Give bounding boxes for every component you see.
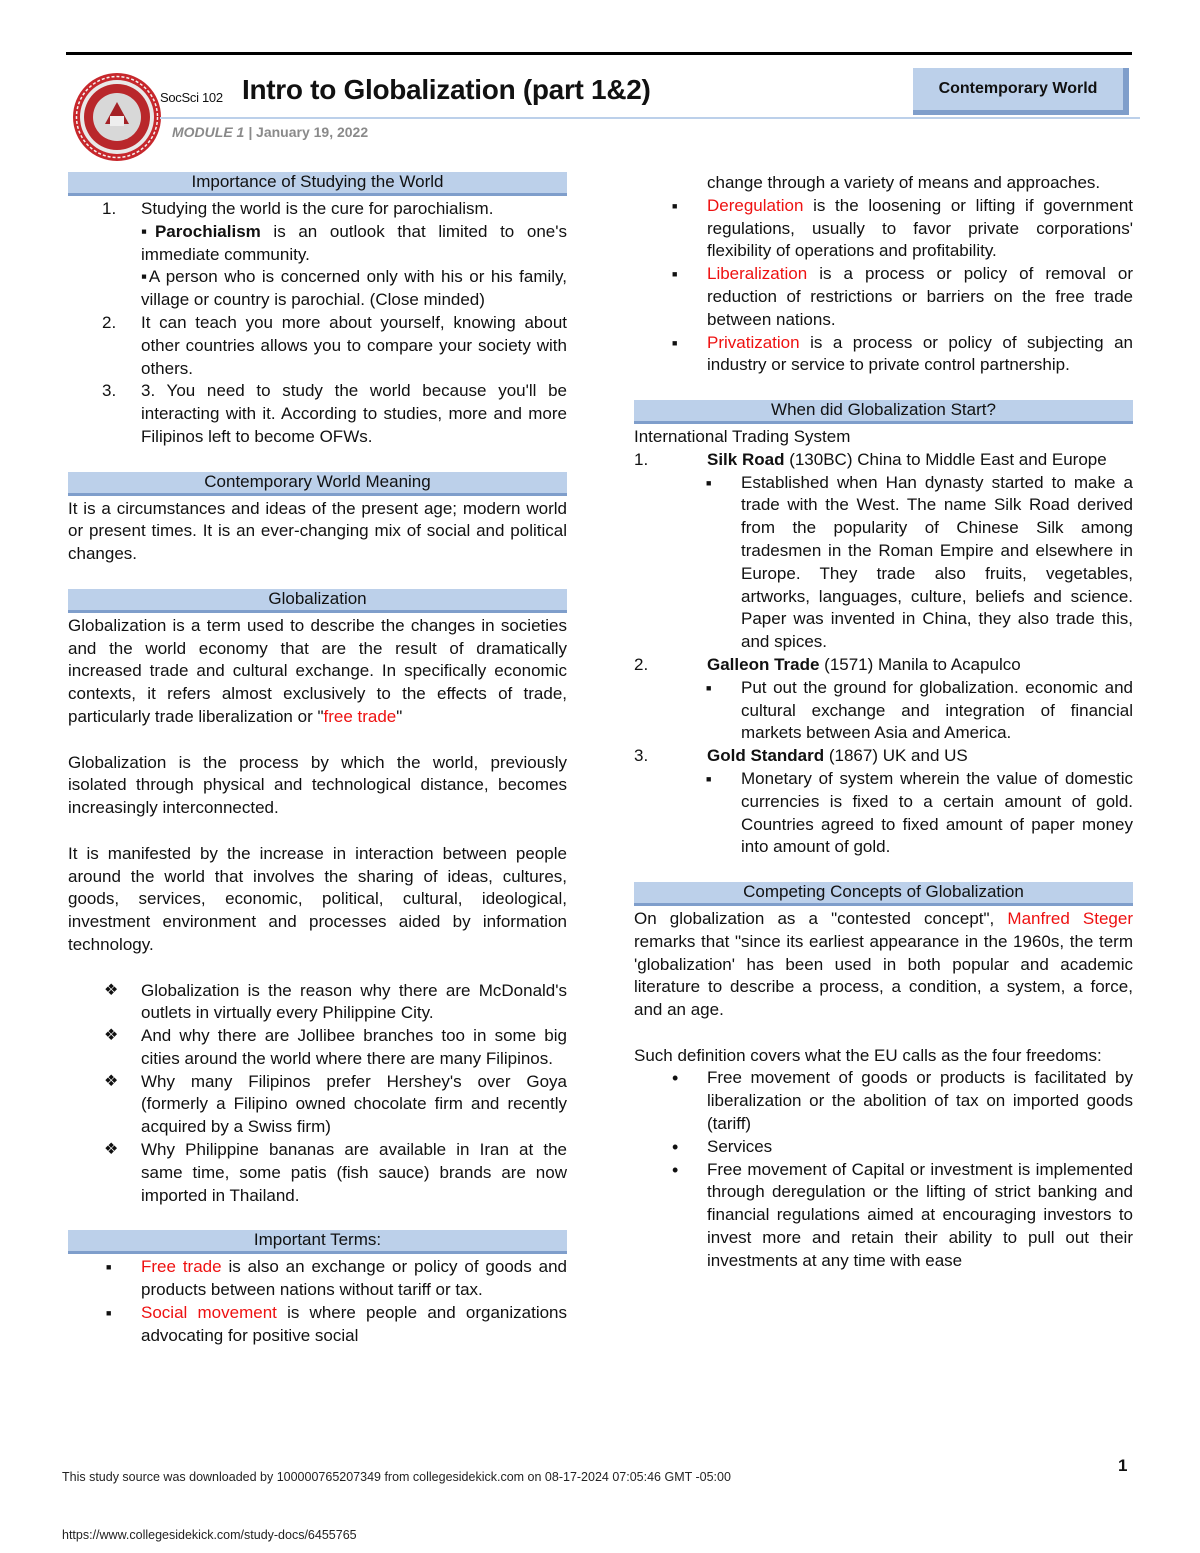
spacer <box>68 729 567 752</box>
list-text: Put out the ground for globalization. economic and cultural exchange and integration of financial markets between Asia and America. <box>741 677 1133 743</box>
list-text: is also an exchange or policy of goods and products between nations without tariff or tax. <box>141 1257 567 1300</box>
top-rule <box>66 52 1132 55</box>
event-meta: (130BC) China to Middle East and Europe <box>784 449 1107 469</box>
list-text: ▪A person who is concerned only with his or his family, village or country is parochial. (Close minded) <box>141 267 567 310</box>
timeline-event <box>634 449 1133 472</box>
spacer <box>68 449 567 472</box>
spacer <box>634 859 1133 882</box>
list-text: Studying the world is the cure for parochialism. <box>141 199 494 218</box>
spacer <box>634 1022 1133 1045</box>
list-item <box>68 1071 567 1139</box>
square-bullet-icon: ■ <box>672 200 678 211</box>
list-text: Services <box>707 1136 773 1156</box>
download-source-note: This study source was downloaded by 100000765207349 from collegesidekick.com on 08-17-2024 07:05:46 GMT -05:00 <box>62 1470 731 1484</box>
highlighted-term: Free trade <box>141 1257 222 1277</box>
highlighted-term: free trade <box>323 706 397 726</box>
spacer <box>68 820 567 843</box>
list-item <box>68 1302 567 1348</box>
paragraph: It is manifested by the increase in interaction between people around the world that involves the sharing of ideas, cultures, goods, services, economic, political, cultural, ideological, investment environment and processes aided by information technology. <box>68 843 567 954</box>
timeline-event <box>634 745 1133 768</box>
highlighted-term: Deregulation <box>707 195 804 215</box>
list-text: Why many Filipinos prefer Hershey's over Goya (formerly a Filipino owned chocolate firm and recently acquired by a Swiss firm) <box>141 1071 567 1137</box>
course-code: SocSci 102 <box>160 90 223 105</box>
list-item <box>68 198 567 312</box>
list-number: 3. <box>634 746 649 766</box>
list-text: It can teach you more about yourself, knowing about other countries allows you to compare your society with others. <box>141 312 567 378</box>
highlighted-term: Social movement <box>141 1302 277 1322</box>
list-text: 3. You need to study the world because you'll be interacting with it. According to studies, more and more Filipinos left to become OFWs. <box>141 381 567 446</box>
module-label: MODULE 1 <box>172 124 245 140</box>
list-text: Free movement of goods or products is facilitated by liberalization or the abolition of tax on imported goods (tariff) <box>707 1068 1133 1134</box>
page-title: Intro to Globalization (part 1&2) <box>242 74 651 105</box>
college-seal-logo <box>72 72 162 162</box>
event-name: Gold Standard <box>707 746 825 766</box>
square-bullet-icon: ■ <box>706 477 712 488</box>
diamond-bullet-icon: ❖ <box>104 1027 119 1045</box>
highlighted-term: Manfred Steger <box>1007 908 1133 928</box>
list-item <box>634 1067 1133 1135</box>
list-number: 2. <box>102 312 117 332</box>
list-item <box>634 768 1133 859</box>
list-text: Globalization is the reason why there are McDonald's outlets in virtually every Philippine City. <box>141 980 567 1023</box>
square-bullet-icon: ■ <box>106 1262 112 1273</box>
square-bullet-icon: ■ <box>706 682 712 693</box>
paragraph: Globalization is the process by which the world, previously isolated through physical and technological distance, becomes increasingly interconnected. <box>68 752 567 818</box>
section-heading: Globalization <box>68 589 567 613</box>
right-column <box>634 172 1133 1273</box>
left-column <box>68 172 567 1347</box>
section-heading: Competing Concepts of Globalization <box>634 882 1133 906</box>
section-heading: When did Globalization Start? <box>634 400 1133 424</box>
list-number: 1. <box>102 199 117 218</box>
list-item <box>68 1025 567 1071</box>
freedoms-list <box>634 1067 1133 1272</box>
list-text: is the loosening or lifting if government regulations, usually to favor private corporations' flexibility of operations and profitability. <box>707 195 1133 261</box>
list-number: 3. <box>102 381 117 401</box>
list-number: 1. <box>634 449 649 469</box>
continued-text: change through a variety of means and approaches. <box>707 173 1101 192</box>
terms-list <box>68 1256 567 1347</box>
page-number: 1 <box>1118 1456 1128 1475</box>
list-item <box>68 980 567 1026</box>
round-bullet-icon: • <box>672 1159 679 1180</box>
event-details <box>634 472 1133 654</box>
list-item <box>634 195 1133 263</box>
timeline-event <box>634 654 1133 677</box>
section-heading: Important Terms: <box>68 1230 567 1254</box>
list-item <box>68 312 567 380</box>
paragraph: International Trading System <box>634 426 851 446</box>
list-text: is a process or policy of subjecting an industry or service to private control partnership. <box>707 332 1133 375</box>
list-item <box>634 263 1133 331</box>
spacer <box>68 566 567 589</box>
event-name: Galleon Trade <box>707 654 820 674</box>
event-meta: (1867) UK and US <box>824 746 968 766</box>
paragraph: It is a circumstances and ideas of the present age; modern world or present times. It is an ever-changing mix of social and political changes. <box>68 498 567 564</box>
list-text: Established when Han dynasty started to make a trade with the West. The name Silk Road derived from the popularity of Chinese Silk among tradesmen in the Roman Empire and elsewhere in Europe. They trade also fruits, vegetables, artworks, languages, culture, beliefs and science. Paper was invented in China, they also trade this, and spices. <box>741 472 1133 652</box>
list-item <box>68 380 567 448</box>
highlighted-term: Privatization <box>707 332 800 352</box>
diamond-bullet-icon: ❖ <box>104 1141 119 1159</box>
source-url-link[interactable]: https://www.collegesidekick.com/study-docs/6455765 <box>62 1528 357 1542</box>
paragraph <box>634 908 1133 1022</box>
list-item <box>634 1136 1133 1159</box>
bold-term: Parochialism <box>154 221 261 241</box>
list-item <box>634 677 1133 745</box>
round-bullet-icon: • <box>672 1136 679 1157</box>
square-bullet-icon: ■ <box>706 773 712 784</box>
event-details <box>634 768 1133 859</box>
paragraph: Such definition covers what the EU calls as the four freedoms: <box>634 1045 1102 1065</box>
section-heading: Contemporary World Meaning <box>68 472 567 496</box>
list-item <box>68 1139 567 1207</box>
list-text: is a process or policy of removal or reduction of restrictions or barriers on the free trade between nations. <box>707 264 1133 329</box>
square-bullet-icon: ■ <box>672 337 678 348</box>
square-bullet-icon: ■ <box>672 269 678 280</box>
list-text: And why there are Jollibee branches too in some big cities around the world where there are many Filipinos. <box>141 1026 567 1068</box>
terms-list-continued <box>634 195 1133 377</box>
section-heading: Importance of Studying the World <box>68 172 567 196</box>
paragraph <box>68 615 567 729</box>
text-run: remarks that "since its earliest appearance in the 1960s, the term 'globalization' has been used in both popular and academic literature to describe a process, a condition, a system, a force, and an age. <box>634 931 1133 1020</box>
diamond-bullet-icon: ❖ <box>104 981 119 999</box>
list-item <box>68 1256 567 1302</box>
text-run: Globalization is a term used to describe the changes in societies and the world economy that are the result of dramatically increased trade and cultural exchange. In specifically economic contexts, it refers almost exclusively to the effects of trade, particularly trade liberalization or " <box>68 615 567 726</box>
square-bullet-icon: ■ <box>106 1307 112 1318</box>
list-item <box>634 472 1133 654</box>
subject-badge: Contemporary World <box>913 68 1129 115</box>
module-line: MODULE 1 | January 19, 2022 <box>172 124 369 140</box>
list-item <box>634 332 1133 378</box>
event-details <box>634 677 1133 745</box>
module-date: January 19, 2022 <box>256 124 369 140</box>
list-text: Monetary of system wherein the value of domestic currencies is fixed to a certain amount of gold. Countries agreed to fixed amount of paper money into amount of gold. <box>741 768 1133 857</box>
spacer <box>634 377 1133 400</box>
list-text: Why Philippine bananas are available in Iran at the same time, some patis (fish sauce) brands are now imported in Thailand. <box>141 1140 567 1205</box>
examples-list <box>68 980 567 1208</box>
event-meta: (1571) Manila to Acapulco <box>819 654 1021 674</box>
highlighted-term: Liberalization <box>707 264 808 284</box>
diamond-bullet-icon: ❖ <box>104 1072 119 1090</box>
event-name: Silk Road <box>707 449 785 469</box>
list-text: ▪Parochialism is an outlook that limited to one's immediate community. <box>141 221 567 264</box>
list-text: is where people and organizations advocating for positive social <box>141 1302 567 1345</box>
text-run: On globalization as a "contested concept", <box>634 908 1008 928</box>
spacer <box>68 1207 567 1230</box>
spacer <box>68 957 567 980</box>
round-bullet-icon: • <box>672 1068 679 1089</box>
header-rule <box>160 117 1140 119</box>
importance-list <box>68 198 567 449</box>
list-text: Free movement of Capital or investment is implemented through deregulation or the lifting of strict banking and financial regulations aimed at encouraging investors to invest more and retain their ability to pull out their investments at any time with ease <box>707 1159 1133 1270</box>
list-item <box>634 1159 1133 1273</box>
text-run: " <box>396 706 403 726</box>
list-number: 2. <box>634 654 649 674</box>
